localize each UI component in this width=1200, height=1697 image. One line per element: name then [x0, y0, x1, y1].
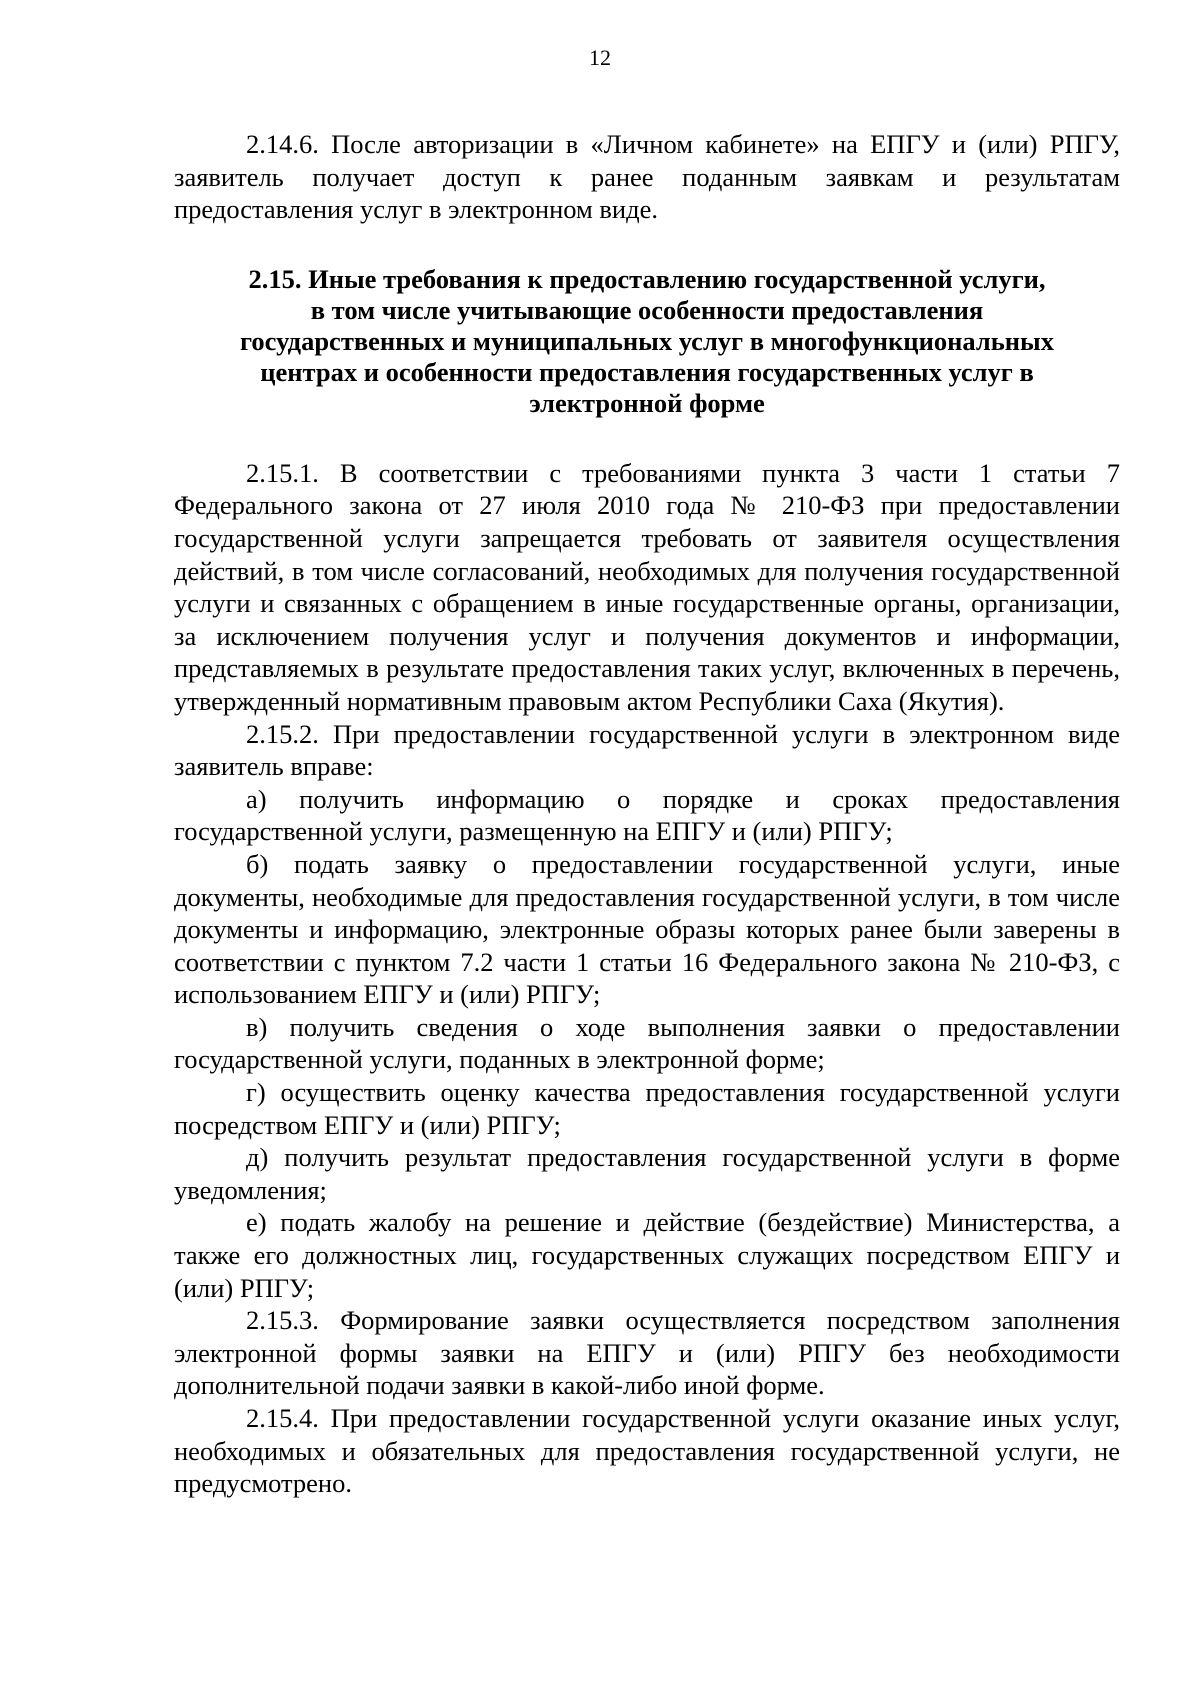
heading-line: центрах и особенности предоставления государственных услуг в — [260, 356, 1034, 387]
list-item-b: б) подать заявку о предоставлении государственной услуги, иные документы, необходимые для предоставления государственной услуги, в том числе документы и информацию, электронные образы которых ранее были заверены в соответствии с пунктом 7.2 части 1 статьи 16 Федерального закона № 210-ФЗ, с использованием ЕПГУ и (или) РПГУ; — [174, 848, 1120, 1010]
paragraph-2-15-4: 2.15.4. При предоставлении государственной услуги оказание иных услуг, необходимых и обязательных для предоставления государственной услуги, не предусмотрено. — [174, 1403, 1120, 1499]
list-item-e: е) подать жалобу на решение и действие (бездействие) Министерства, а также его должностных лиц, государственных служащих посредством ЕПГУ и (или) РПГУ; — [174, 1207, 1120, 1303]
paragraph-2-14-6: 2.14.6. После авторизации в «Личном кабинете» на ЕПГУ и (или) РПГУ, заявитель получает доступ к ранее поданным заявкам и результатам предоставления услуг в электронном виде. — [174, 129, 1120, 225]
heading-line: в том числе учитывающие особенности предоставления — [310, 294, 984, 325]
list-item-v: в) получить сведения о ходе выполнения заявки о предоставлении государственной услуги, поданных в электронной форме; — [174, 1011, 1120, 1075]
document-body — [174, 128, 1120, 1500]
heading-line: государственных и муниципальных услуг в многофункциональных — [240, 325, 1054, 356]
paragraph-2-15-3: 2.15.3. Формирование заявки осуществляется посредством заполнения электронной формы заявки на ЕПГУ и (или) РПГУ без необходимости дополнительной подачи заявки в какой-либо иной форме. — [174, 1305, 1120, 1401]
list-item-a: а) получить информацию о порядке и сроках предоставления государственной услуги, размещенную на ЕПГУ и (или) РПГУ; — [174, 783, 1120, 847]
list-item-d: д) получить результат предоставления государственной услуги в форме уведомления; — [174, 1142, 1120, 1205]
paragraph-2-15-1: 2.15.1. В соответствии с требованиями пункта 3 части 1 статьи 7 Федерального закона от 27 июля 2010 года № 210-ФЗ при предоставлении государственной услуги запрещается требовать от заявителя осуществления действий, в том числе согласований, необходимых для получения государственной услуги и связанных с обращением в иные государственные органы, организации, за исключением получения услуг и получения документов и информации, представляемых в результате предоставления таких услуг, включенных в перечень, утвержденный нормативным правовым актом Республики Саха (Якутия). — [174, 457, 1120, 716]
list-item-g: г) осуществить оценку качества предоставления государственной услуги посредством ЕПГУ и (или) РПГУ; — [174, 1077, 1120, 1140]
heading-line: электронной форме — [529, 387, 765, 418]
section-heading-2-15 — [174, 264, 1120, 419]
page-number: 12 — [589, 45, 611, 70]
paragraph-2-15-2: 2.15.2. При предоставлении государственной услуги в электронном виде заявитель вправе: — [174, 718, 1120, 782]
heading-line: 2.15. Иные требования к предоставлению государственной услуги, — [248, 263, 1046, 294]
